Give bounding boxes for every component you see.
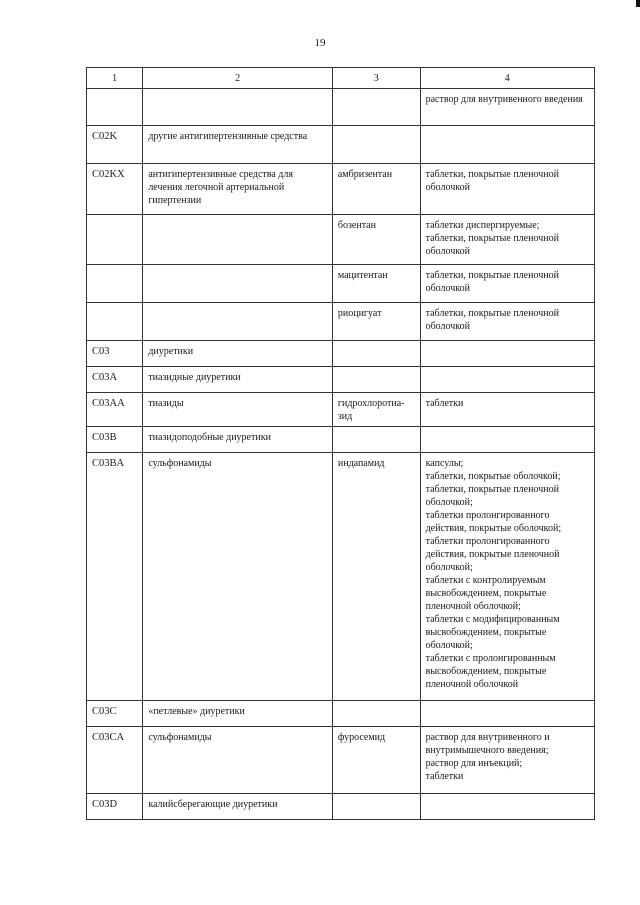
- dosage-forms-cell: [420, 341, 594, 367]
- table-row: [87, 89, 595, 126]
- drug-classification-table: [86, 67, 595, 820]
- dosage-form-item: таблетки диспергируемые;: [425, 220, 540, 231]
- table-row: [87, 164, 595, 215]
- dosage-form-item: таблетки, покрытые пленочной оболочкой: [425, 270, 559, 294]
- group-name-cell: [143, 89, 333, 126]
- dosage-forms-cell: [420, 126, 594, 164]
- table-row: [87, 303, 595, 341]
- header-col-3: 3: [332, 68, 420, 89]
- table-row: [87, 427, 595, 453]
- dosage-forms-cell: [420, 367, 594, 393]
- dosage-form-item: таблетки, покрытые пленочной оболочкой;: [425, 484, 559, 508]
- drug-name-cell: гидрохлоротиа-зид: [332, 393, 420, 427]
- dosage-forms-cell: [420, 701, 594, 727]
- group-name-cell: тиазиды: [143, 393, 333, 427]
- dosage-form-item: таблетки, покрытые пленочной оболочкой: [425, 169, 559, 193]
- drug-name-cell: мацитентан: [332, 265, 420, 303]
- drug-name-cell: фуросемид: [332, 727, 420, 794]
- drug-name-cell: [332, 794, 420, 820]
- atc-code-cell: C02K: [87, 126, 143, 164]
- table-row: [87, 126, 595, 164]
- dosage-form-item: капсулы;: [425, 458, 464, 469]
- atc-code-cell: C02KX: [87, 164, 143, 215]
- atc-code-cell: [87, 303, 143, 341]
- group-name-cell: сульфонамиды: [143, 453, 333, 701]
- drug-name-cell: амбризентан: [332, 164, 420, 215]
- drug-name-cell: [332, 341, 420, 367]
- group-name-cell: калийсберегающие диуретики: [143, 794, 333, 820]
- group-name-cell: другие антигипертензивные средства: [143, 126, 333, 164]
- header-col-4: 4: [420, 68, 594, 89]
- dosage-forms-cell: [420, 215, 594, 265]
- atc-code-cell: C03AA: [87, 393, 143, 427]
- atc-code-cell: C03B: [87, 427, 143, 453]
- atc-code-cell: C03A: [87, 367, 143, 393]
- table-header-row: [87, 68, 595, 89]
- dosage-forms-cell: [420, 427, 594, 453]
- group-name-cell: [143, 265, 333, 303]
- dosage-forms-cell: [420, 164, 594, 215]
- table-row: [87, 215, 595, 265]
- drug-name-cell: индапамид: [332, 453, 420, 701]
- dosage-form-item: таблетки: [425, 398, 464, 409]
- table-row: [87, 794, 595, 820]
- dosage-form-item: таблетки, покрытые пленочной оболочкой: [425, 233, 559, 257]
- scan-corner-mark: [636, 0, 640, 7]
- dosage-form-item: таблетки с пролонгированным высвобождением, покрытые пленочной оболочкой: [425, 653, 556, 690]
- table-row: [87, 341, 595, 367]
- drug-name-cell: [332, 367, 420, 393]
- atc-code-cell: [87, 215, 143, 265]
- drug-name-cell: [332, 89, 420, 126]
- dosage-forms-cell: [420, 303, 594, 341]
- group-name-cell: антигипертензивные средства для лечения легочной артериальной гипертензии: [143, 164, 333, 215]
- dosage-form-item: таблетки пролонгированного действия, покрытые оболочкой;: [425, 510, 562, 534]
- dosage-form-item: таблетки с контролируемым высвобождением, покрытые пленочной оболочкой;: [425, 575, 547, 612]
- table-row: [87, 367, 595, 393]
- dosage-form-item: раствор для внутривенного и внутримышечного введения;: [425, 732, 550, 756]
- header-col-1: 1: [87, 68, 143, 89]
- dosage-forms-cell: [420, 453, 594, 701]
- atc-code-cell: C03: [87, 341, 143, 367]
- dosage-form-item: таблетки, покрытые пленочной оболочкой: [425, 308, 559, 332]
- dosage-form-item: таблетки: [425, 771, 464, 782]
- dosage-form-item: раствор для внутривенного введения: [425, 94, 583, 105]
- table-row: [87, 727, 595, 794]
- group-name-cell: сульфонамиды: [143, 727, 333, 794]
- dosage-forms-cell: [420, 393, 594, 427]
- atc-code-cell: C03CA: [87, 727, 143, 794]
- drug-name-cell: [332, 126, 420, 164]
- table-row: [87, 701, 595, 727]
- dosage-forms-cell: [420, 89, 594, 126]
- group-name-cell: [143, 215, 333, 265]
- atc-code-cell: [87, 89, 143, 126]
- group-name-cell: тиазидоподобные диуретики: [143, 427, 333, 453]
- dosage-forms-cell: [420, 265, 594, 303]
- atc-code-cell: C03C: [87, 701, 143, 727]
- table-body: [87, 89, 595, 820]
- table-row: [87, 453, 595, 701]
- drug-name-cell: бозентан: [332, 215, 420, 265]
- dosage-forms-cell: [420, 727, 594, 794]
- atc-code-cell: C03BA: [87, 453, 143, 701]
- page-number: 19: [314, 37, 326, 49]
- drug-name-cell: риоцигуат: [332, 303, 420, 341]
- dosage-form-item: таблетки, покрытые оболочкой;: [425, 471, 561, 482]
- dosage-form-item: таблетки с модифицированным высвобождением, покрытые оболочкой;: [425, 614, 560, 651]
- drug-name-cell: [332, 427, 420, 453]
- dosage-form-item: раствор для инъекций;: [425, 758, 523, 769]
- atc-code-cell: [87, 265, 143, 303]
- group-name-cell: «петлевые» диуретики: [143, 701, 333, 727]
- table-row: [87, 393, 595, 427]
- drug-name-cell: [332, 701, 420, 727]
- group-name-cell: тиазидные диуретики: [143, 367, 333, 393]
- dosage-forms-cell: [420, 794, 594, 820]
- dosage-form-item: таблетки пролонгированного действия, покрытые пленочной оболочкой;: [425, 536, 560, 573]
- atc-code-cell: C03D: [87, 794, 143, 820]
- table-row: [87, 265, 595, 303]
- group-name-cell: [143, 303, 333, 341]
- header-col-2: 2: [143, 68, 333, 89]
- group-name-cell: диуретики: [143, 341, 333, 367]
